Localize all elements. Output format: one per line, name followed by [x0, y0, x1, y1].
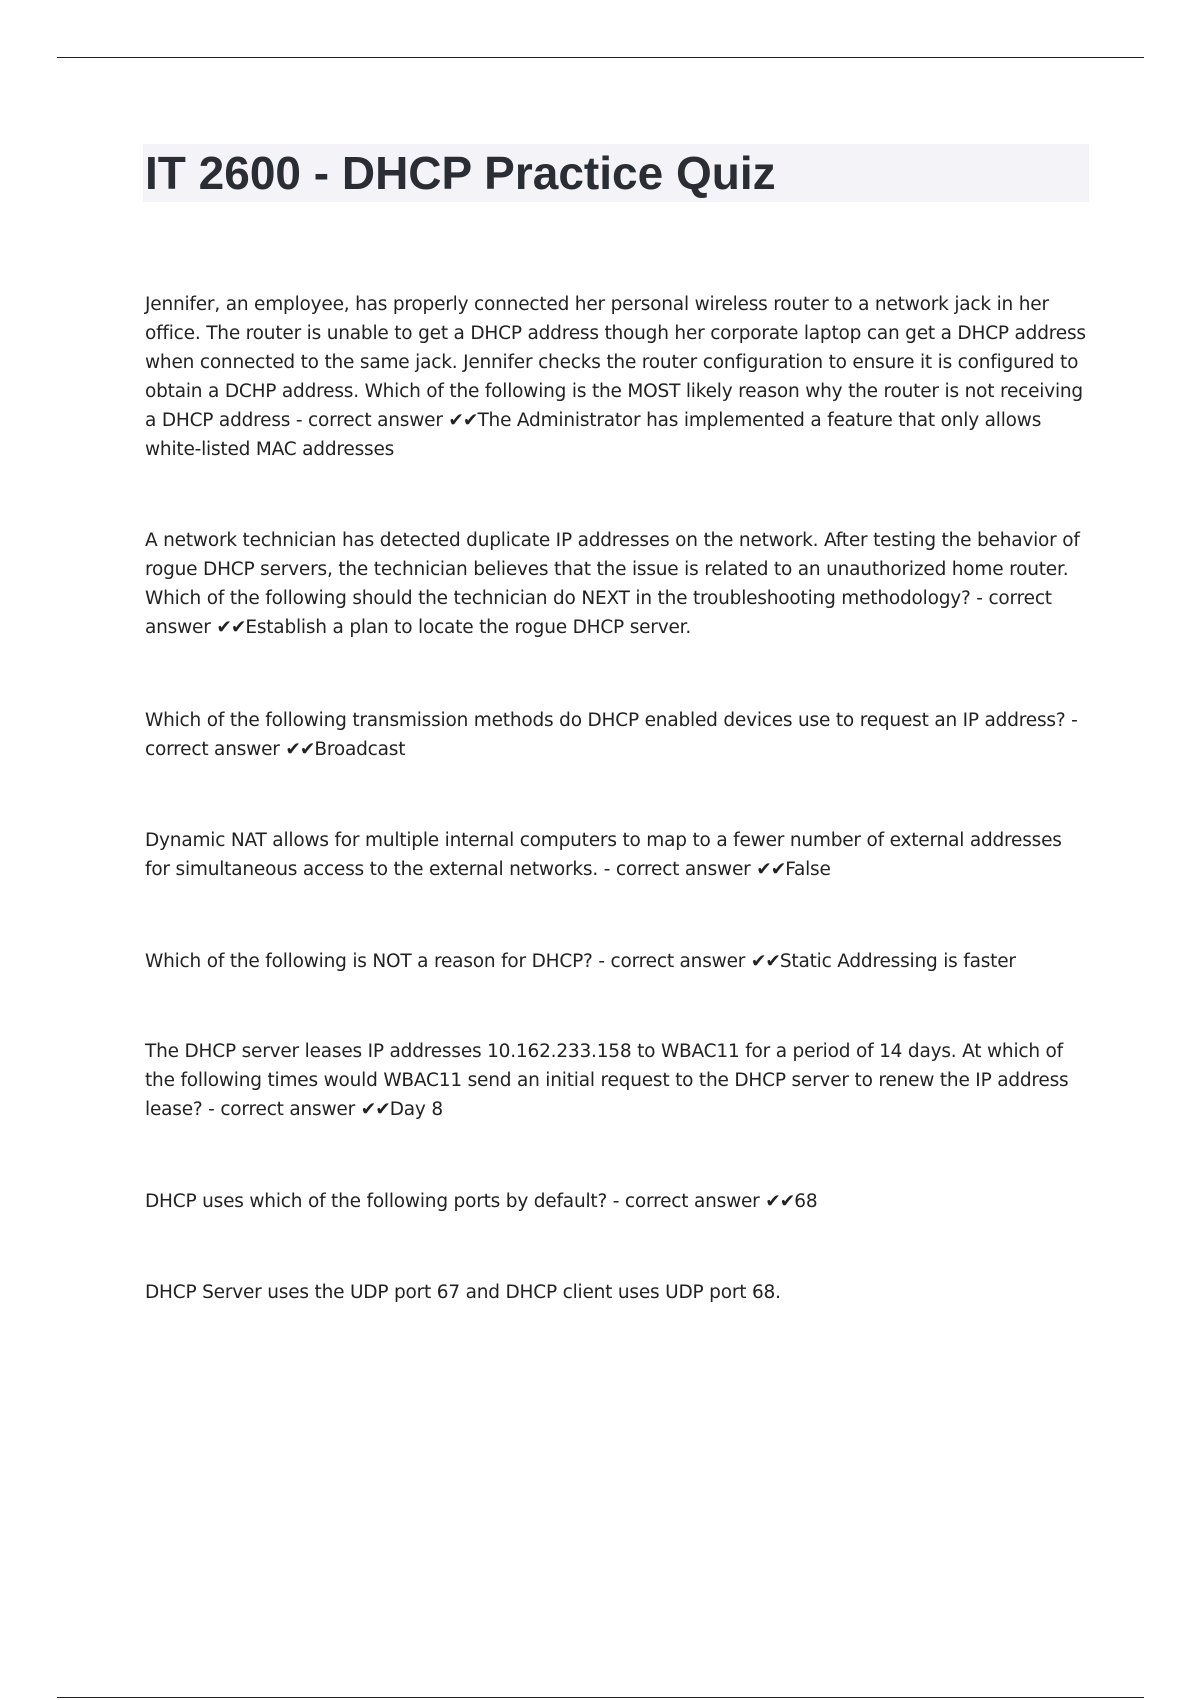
check-icon: ✔✔ — [285, 739, 315, 760]
correct-answer-label: - correct answer — [290, 410, 449, 431]
answer-text: False — [785, 859, 831, 880]
answer-text: Establish a plan to locate the rogue DHCP server. — [245, 617, 692, 638]
question-text: A network technician has detected duplicate IP addresses on the network. After testing the behavior of rogue DHCP servers, the technician believes that the issue is related to an unauthorized home router. Which of the following should the technician do NEXT in the troubleshooting methodology? — [145, 530, 1080, 609]
header-rule — [57, 57, 1144, 58]
correct-answer-label: - correct answer — [145, 710, 1078, 760]
qa-item-1 — [145, 290, 1090, 464]
check-icon: ✔✔ — [750, 951, 780, 972]
question-text: Which of the following is NOT a reason for DHCP? — [145, 951, 593, 972]
correct-answer-label: - correct answer — [592, 951, 751, 972]
qa-item-7 — [145, 1187, 1090, 1216]
check-icon: ✔✔ — [448, 410, 478, 431]
question-text: Which of the following transmission methods do DHCP enabled devices use to request an IP address? — [145, 710, 1066, 731]
question-text: DHCP uses which of the following ports by default? — [145, 1191, 608, 1212]
closing-note: DHCP Server uses the UDP port 67 and DHCP client uses UDP port 68. — [145, 1282, 781, 1303]
qa-item-4 — [145, 826, 1090, 884]
answer-text: 68 — [794, 1191, 818, 1212]
question-text: Dynamic NAT allows for multiple internal computers to map to a fewer number of external addresses for simultaneous access to the external networks. — [145, 830, 1062, 880]
answer-text: The Administrator has implemented a feature that only allows white-listed MAC addresses — [145, 410, 1042, 460]
check-icon: ✔✔ — [765, 1191, 795, 1212]
qa-item-5 — [145, 947, 1090, 976]
correct-answer-label: - correct answer — [202, 1099, 361, 1120]
check-icon: ✔✔ — [216, 617, 246, 638]
answer-text: Day 8 — [389, 1099, 443, 1120]
correct-answer-label: - correct answer — [145, 588, 1052, 638]
correct-answer-label: - correct answer — [598, 859, 757, 880]
question-text: Jennifer, an employee, has properly connected her personal wireless router to a network jack in her office. The router is unable to get a DHCP address though her corporate laptop can get a DHCP address when connected to the same jack. Jennifer checks the router configuration to ensure it is configured to obtain a DCHP address. Which of the following is the MOST likely reason why the router is not receiving a DHCP address — [145, 294, 1086, 431]
qa-item-6 — [145, 1037, 1090, 1124]
question-text: The DHCP server leases IP addresses 10.162.233.158 to WBAC11 for a period of 14 days. At which of the following times would WBAC11 send an initial request to the DHCP server to renew the IP address lease? — [145, 1041, 1069, 1120]
page-title: IT 2600 - DHCP Practice Quiz — [145, 147, 776, 199]
check-icon: ✔✔ — [360, 1099, 390, 1120]
answer-text: Broadcast — [314, 739, 406, 760]
answer-text: Static Addressing is faster — [779, 951, 1016, 972]
qa-item-2 — [145, 526, 1090, 642]
correct-answer-label: - correct answer — [607, 1191, 766, 1212]
qa-item-3 — [145, 706, 1090, 764]
check-icon: ✔✔ — [756, 859, 786, 880]
footer-rule — [57, 1697, 1144, 1698]
